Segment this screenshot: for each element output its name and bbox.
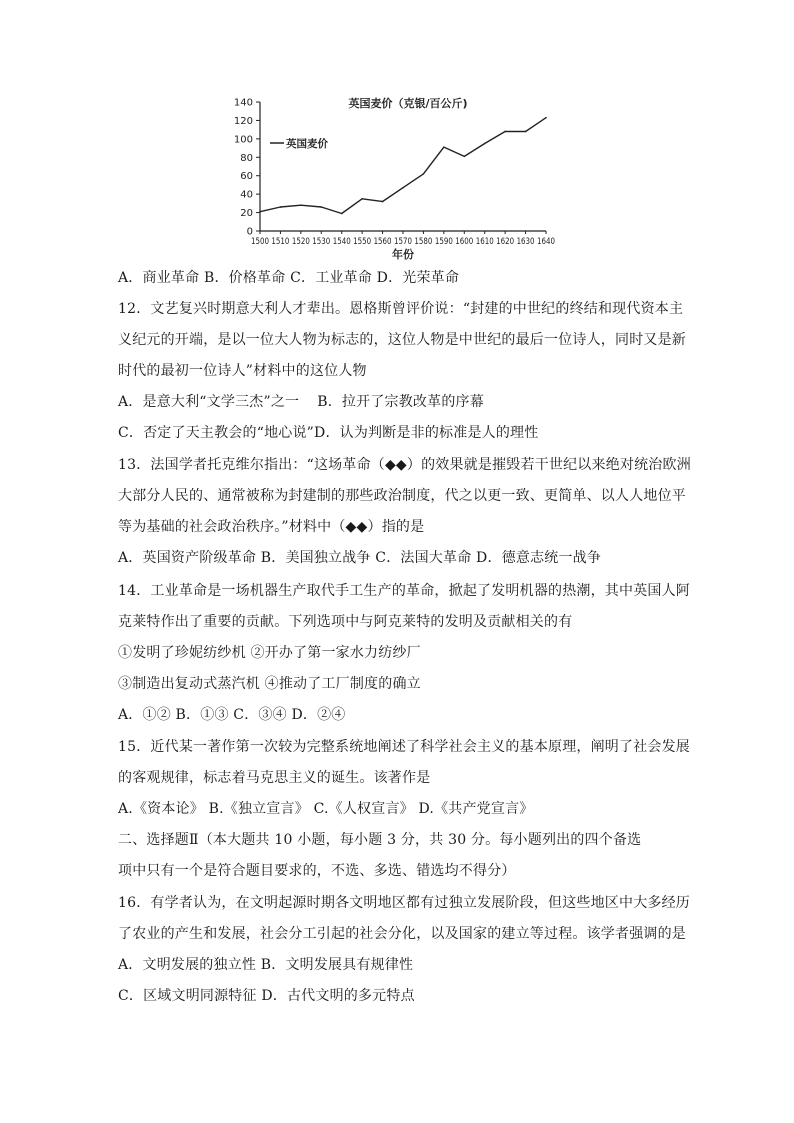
wheat-price-chart [228,92,568,264]
y-tick-label: 40 [240,189,253,201]
y-tick-label: 140 [233,97,253,109]
x-tick-label: 1640 [537,237,555,247]
q12-stem-line: 义纪元的开端，是以一位大人物为标志的，这位人物是中世纪的最后一位诗人，同时又是新 [118,332,686,348]
q12-stem-line: 时代的最初一位诗人”材料中的这位人物 [118,363,367,379]
legend-label: 英国麦价 [286,138,328,150]
q13-stem-line: 大部分人民的、通常被称为封建制的那些政治制度，代之以更一致、更简单、以人人地位平 [118,488,686,504]
q12-stem-line: 12．文艺复兴时期意大利人才辈出。恩格斯曾评价说：“封建的中世纪的终结和现代资本主 [118,301,684,317]
q13-options: A．英国资产阶级革命 B．美国独立战争 C．法国大革命 D．德意志统一战争 [118,550,602,566]
x-tick-label: 1590 [434,237,453,247]
data-point [463,156,465,158]
section2-heading: 项中只有一个是符合题目要求的，不选、多选、错选均不得分） [118,863,516,879]
q16-options: A．文明发展的独立性 B．文明发展具有规律性 [118,957,414,973]
q11-options: A．商业革命 B．价格革命 C．工业革命 D．光荣革命 [118,270,460,286]
x-axis-label: 年份 [392,248,414,261]
q15-options: A.《资本论》 B.《独立宣言》 C.《人权宣言》 D.《共产党宣言》 [118,801,534,817]
x-tick-label: 1550 [353,237,372,247]
data-point [423,173,425,175]
x-tick-label: 1510 [271,237,290,247]
y-tick-label: 80 [240,152,253,164]
q12-options-ab [118,392,484,412]
x-tick-label: 1620 [496,237,515,247]
q14-item-line: ③制造出复动式蒸汽机 ④推动了工厂制度的确立 [118,676,421,692]
y-tick-label: 120 [233,115,253,127]
data-point [525,131,527,133]
x-tick-label: 1600 [455,237,474,247]
q16-options: C．区域文明同源特征 D．古代文明的多元特点 [118,988,415,1004]
q12-options-cd: C．否定了天主教会的“地心说”D．认为判断是非的标准是人的理性 [118,425,539,441]
x-tick-label: 1560 [373,237,392,247]
x-tick-label: 1630 [516,237,535,247]
chart-title: 英国麦价（克银/百公斤) [348,97,468,110]
data-point [443,146,445,148]
q13-stem-line: 13．法国学者托克维尔指出：“这场革命（◆◆）的效果就是摧毁若干世纪以来绝对统治欧洲 [118,457,691,473]
q15-stem-line: 的客观规律，标志着马克思主义的诞生。该著作是 [118,770,431,786]
x-tick-label: 1610 [475,237,494,247]
data-point [280,206,282,208]
series-line [260,118,546,214]
data-point [402,187,404,189]
y-tick-label: 100 [233,134,253,146]
q14-stem-line: 14．工业革命是一场机器生产取代手工生产的革命，掀起了发明机器的热潮，其中英国人阿 [118,583,691,599]
q13-stem-line: 等为基础的社会政治秩序。”材料中（◆◆）指的是 [118,519,425,535]
x-tick-label: 1570 [394,237,412,247]
x-tick-label: 1500 [251,237,269,247]
data-point [259,211,261,213]
data-point [361,198,363,200]
q14-item-line: ①发明了珍妮纺纱机 ②开办了第一家水力纺纱厂 [118,645,421,661]
y-tick-label: 20 [240,208,253,220]
data-point [300,204,302,206]
q14-stem-line: 克莱特作出了重要的贡献。下列选项中与阿克莱特的发明及贡献相关的有 [118,614,573,630]
data-point [320,206,322,208]
x-tick-label: 1530 [312,237,331,247]
x-tick-label: 1580 [414,237,433,247]
q16-stem-line: 16．有学者认为，在文明起源时期各文明地区都有过独立发展阶段，但这些地区中大多经历 [118,895,691,911]
data-point [382,201,384,203]
q15-stem-line: 15．近代某一著作第一次较为完整系统地阐述了科学社会主义的基本原理，阐明了社会发展 [118,739,691,755]
data-point [484,143,486,145]
y-tick-label: 0 [246,226,253,238]
data-point [545,117,547,119]
x-tick-label: 1520 [291,237,310,247]
q14-options: A．①② B．①③ C．③④ D．②④ [118,707,346,723]
q12-option-a: A．是意大利“文学三杰”之一 [118,394,300,410]
q16-stem-line: 了农业的产生和发展，社会分工引起的社会分化，以及国家的建立等过程。该学者强调的是 [118,926,686,942]
section2-heading: 二、选择题Ⅱ（本大题共 10 小题，每小题 3 分，共 30 分。每小题列出的四个备选 [118,832,642,848]
x-tick-label: 1540 [332,237,351,247]
q12-option-b: B．拉开了宗教改革的序幕 [317,394,484,410]
data-point [504,131,506,133]
data-point [341,213,343,215]
y-tick-label: 60 [240,171,253,183]
